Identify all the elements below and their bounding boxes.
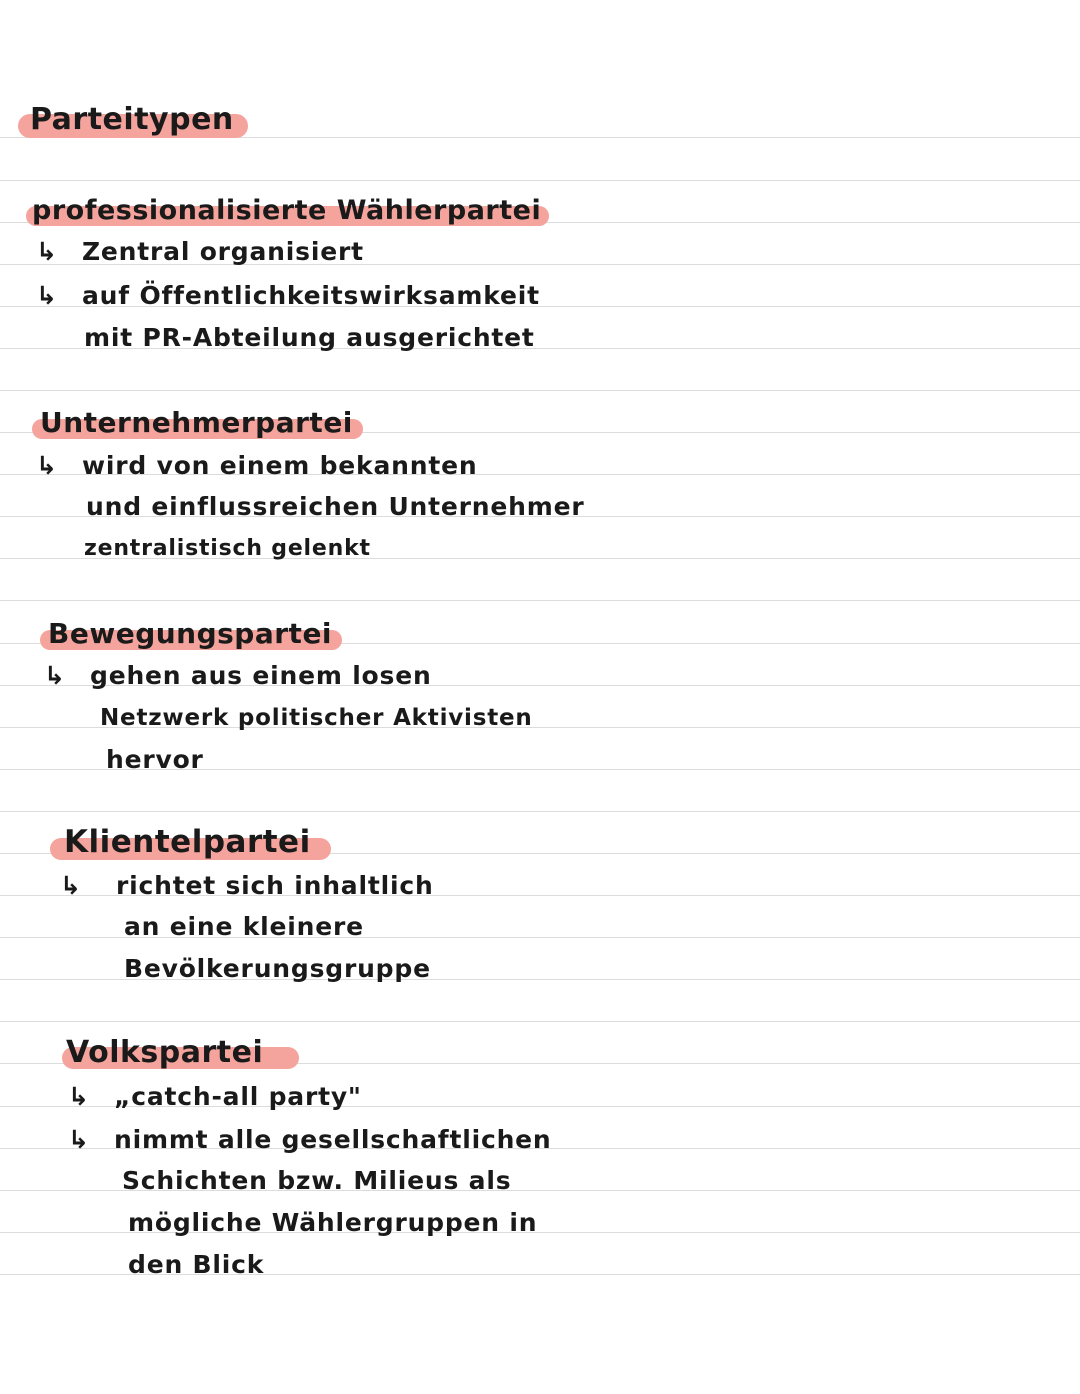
rule-line — [0, 600, 1080, 601]
note-line: ↳ richtet sich inhaltlich — [60, 871, 434, 900]
note-line: ↳ gehen aus einem losen — [44, 661, 432, 690]
arrow-icon: ↳ — [36, 237, 58, 266]
section-heading-waehlerpartei: professionalisierte Wählerpartei — [32, 193, 541, 229]
arrow-icon: ↳ — [68, 1082, 90, 1111]
note-line: ↳ „catch-all party" — [68, 1082, 362, 1111]
section-heading-volkspartei: Volkspartei — [66, 1035, 263, 1071]
arrow-icon: ↳ — [60, 871, 82, 900]
note-line: den Blick — [128, 1250, 265, 1279]
note-line: ↳ auf Öffentlichkeitswirksamkeit — [36, 281, 540, 310]
arrow-icon: ↳ — [68, 1125, 90, 1154]
note-line: ↳ Zentral organisiert — [36, 237, 364, 266]
note-line: ↳ wird von einem bekannten — [36, 451, 478, 480]
section-heading-klientelpartei: Klientelpartei — [64, 824, 311, 860]
note-line: zentralistisch gelenkt — [84, 536, 371, 561]
rule-line — [0, 811, 1080, 812]
note-line: Netzwerk politischer Aktivisten — [100, 705, 533, 731]
section-heading-unternehmerpartei: Unternehmerpartei — [40, 405, 353, 441]
section-heading-bewegungspartei: Bewegungspartei — [48, 616, 332, 652]
note-line: ↳ nimmt alle gesellschaftlichen — [68, 1125, 552, 1154]
note-line: mögliche Wählergruppen in — [128, 1208, 538, 1237]
rule-line — [0, 180, 1080, 181]
note-line: hervor — [106, 745, 204, 774]
note-line: Schichten bzw. Milieus als — [122, 1166, 512, 1195]
note-line: an eine kleinere — [124, 912, 364, 941]
rule-line — [0, 390, 1080, 391]
note-line: und einflussreichen Unternehmer — [86, 492, 585, 521]
arrow-icon: ↳ — [36, 281, 58, 310]
arrow-icon: ↳ — [36, 451, 58, 480]
page-title: Parteitypen — [30, 102, 234, 138]
note-line: mit PR-Abteilung ausgerichtet — [84, 323, 535, 352]
arrow-icon: ↳ — [44, 661, 66, 690]
note-line: Bevölkerungsgruppe — [124, 954, 431, 983]
rule-line — [0, 1021, 1080, 1022]
